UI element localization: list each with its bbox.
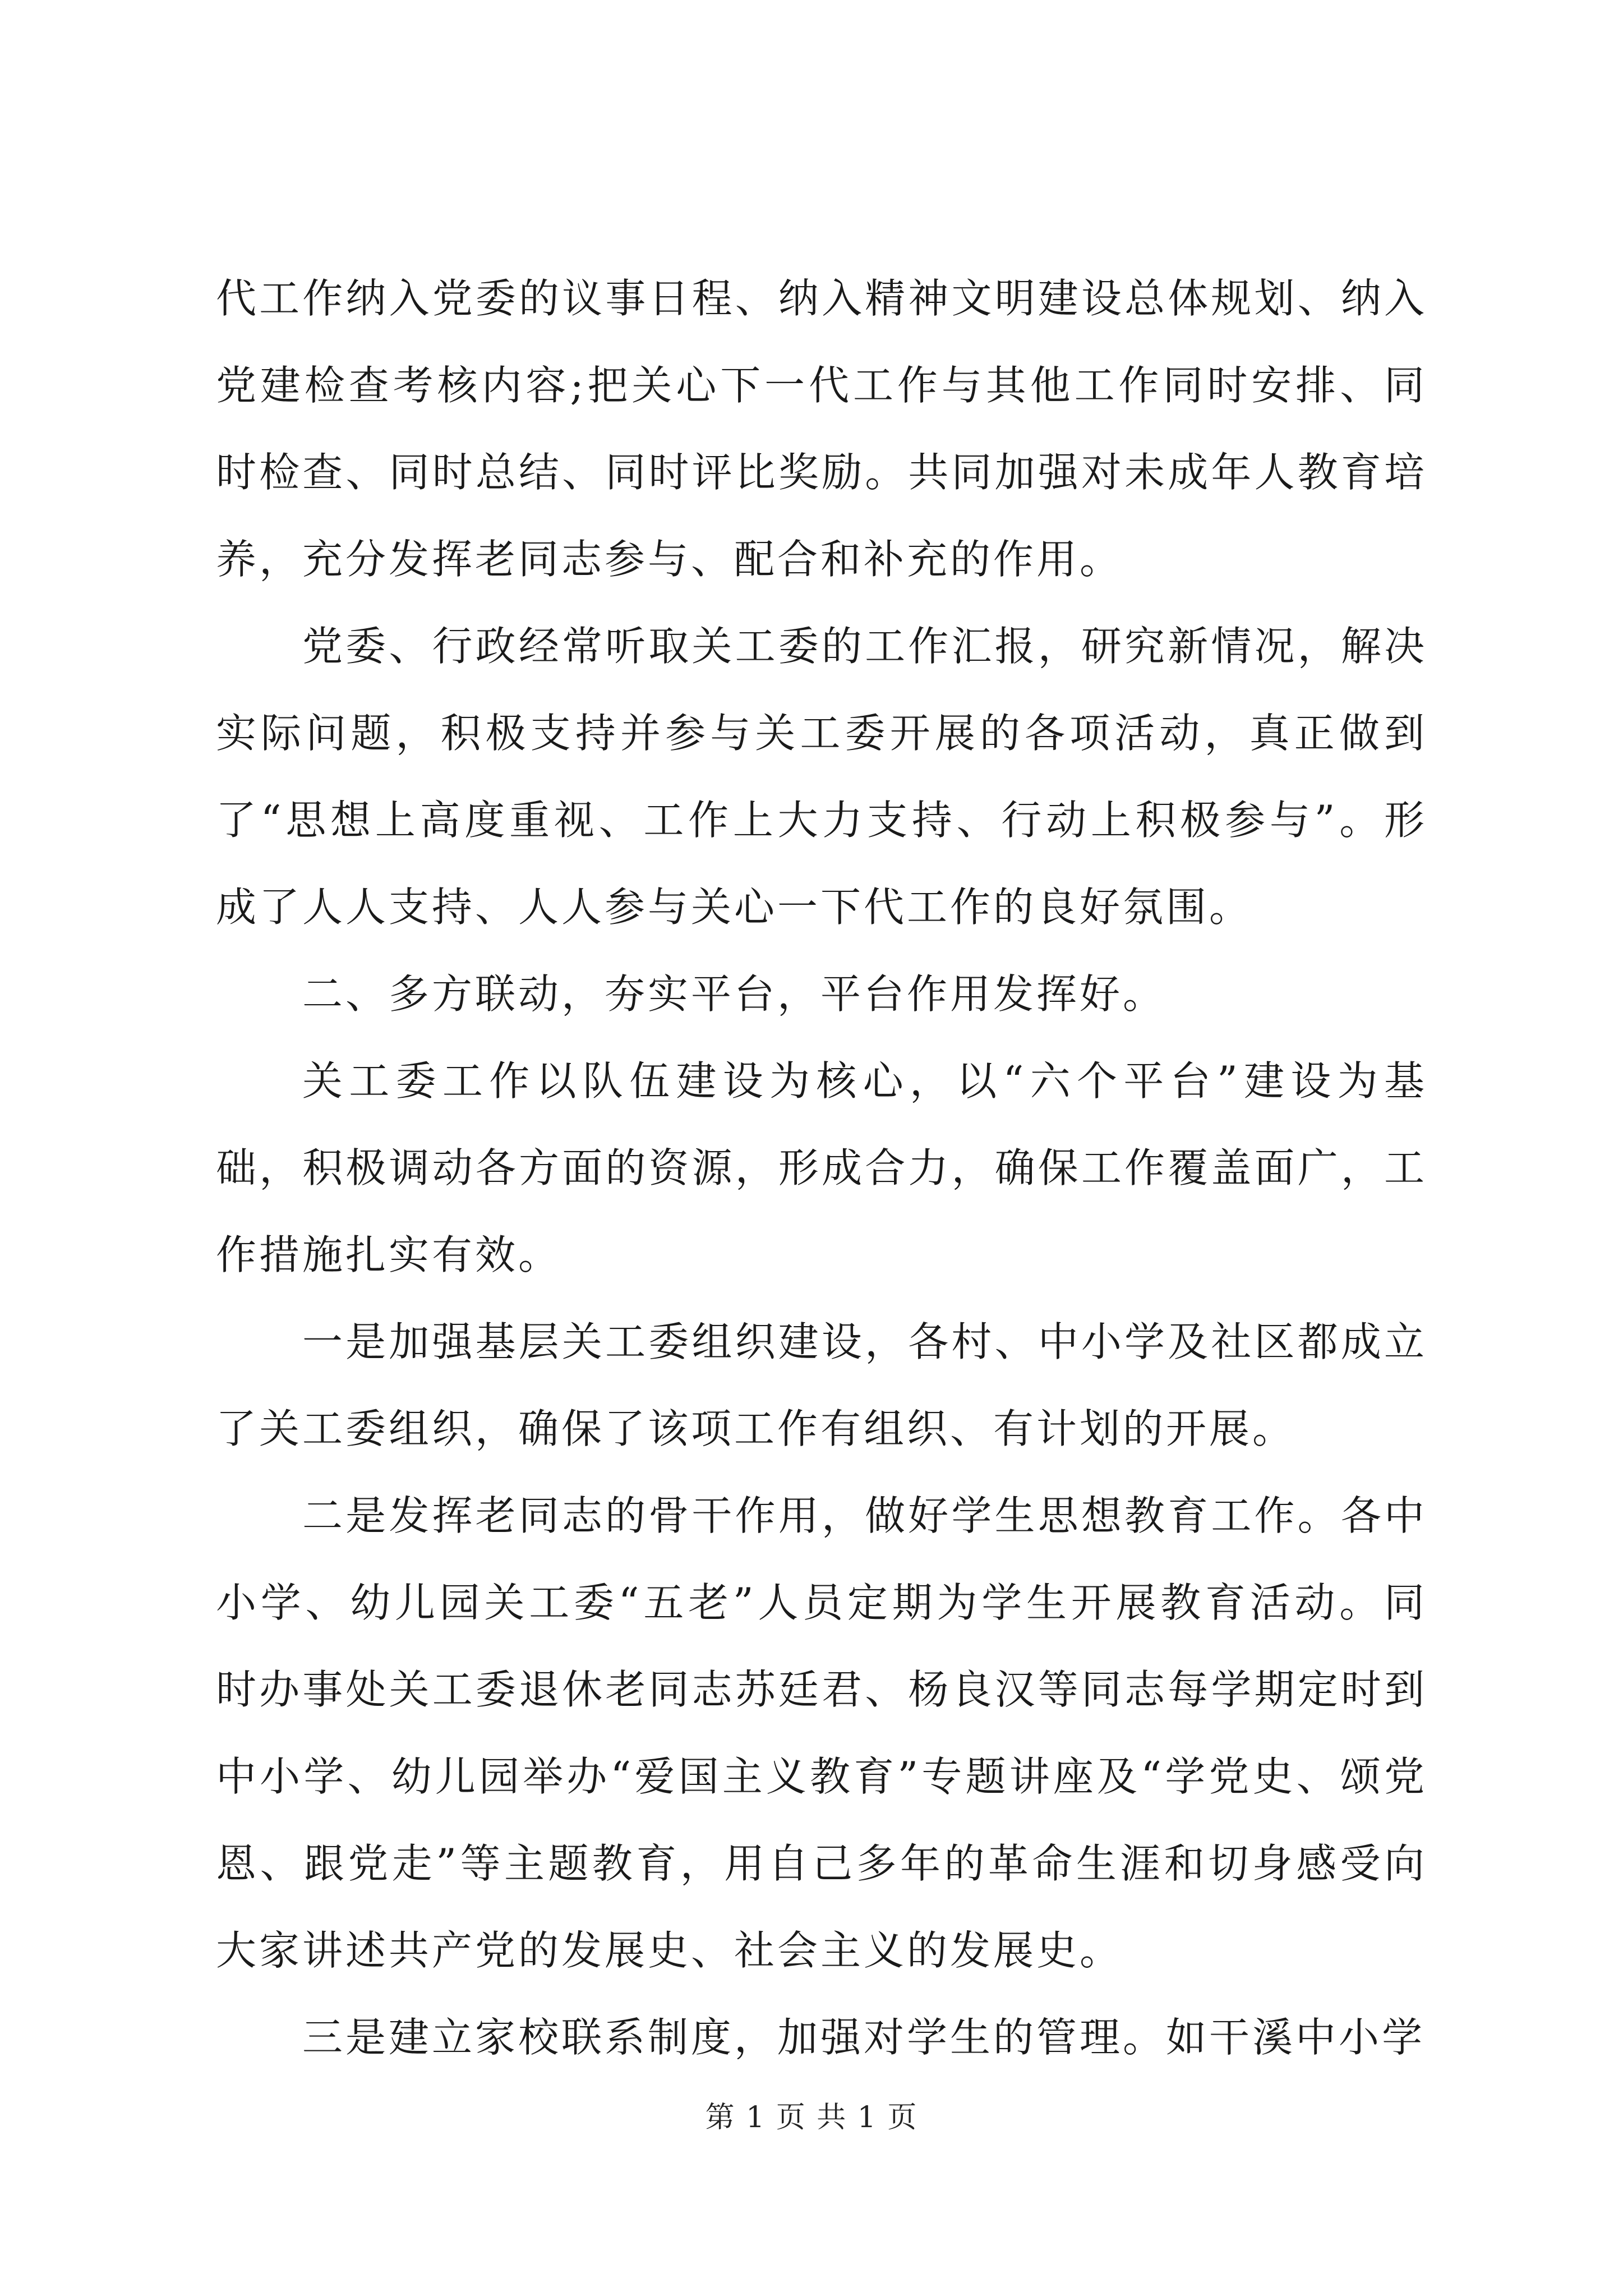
page-footer: 第 1 页 共 1 页 [705, 2101, 918, 2134]
document-body [216, 255, 1427, 2081]
paragraph: 一是加强基层关工委组织建设，各村、中小学及社区都成立了关工委组织，确保了该项工作有组织、有计划的开展。 [216, 1318, 1427, 1452]
paragraph: 关工委工作以队伍建设为核心，以“六个平台”建设为基础，积极调动各方面的资源，形成合力，确保工作覆盖面广，工作措施扎实有效。 [216, 1057, 1427, 1278]
section-heading: 二、多方联动，夯实平台，平台作用发挥好。 [302, 970, 1166, 1018]
paragraph: 党委、行政经常听取关工委的工作汇报，研究新情况，解决实际问题，积极支持并参与关工委开展的各项活动，真正做到了“思想上高度重视、工作上大力支持、行动上积极参与”。形成了人人支持、人人参与关心一下代工作的良好氛围。 [216, 623, 1427, 931]
paragraph: 二是发挥老同志的骨干作用，做好学生思想教育工作。各中小学、幼儿园关工委“五老”人员定期为学生开展教育活动。同时办事处关工委退休老同志苏廷君、杨良汉等同志每学期定时到中小学、幼儿园举办“爱国主义教育”专题讲座及“学党史、颂党恩、跟党走”等主题教育，用自己多年的革命生涯和切身感受向大家讲述共产党的发展史、社会主义的发展史。 [216, 1492, 1427, 1974]
paragraph-continuation: 代工作纳入党委的议事日程、纳入精神文明建设总体规划、纳入党建检查考核内容;把关心下一代工作与其他工作同时安排、同时检查、同时总结、同时评比奖励。共同加强对未成年人教育培养，充分发挥老同志参与、配合和补充的作用。 [216, 275, 1427, 583]
paragraph: 三是建立家校联系制度，加强对学生的管理。如干溪中小学 [302, 2014, 1426, 2061]
